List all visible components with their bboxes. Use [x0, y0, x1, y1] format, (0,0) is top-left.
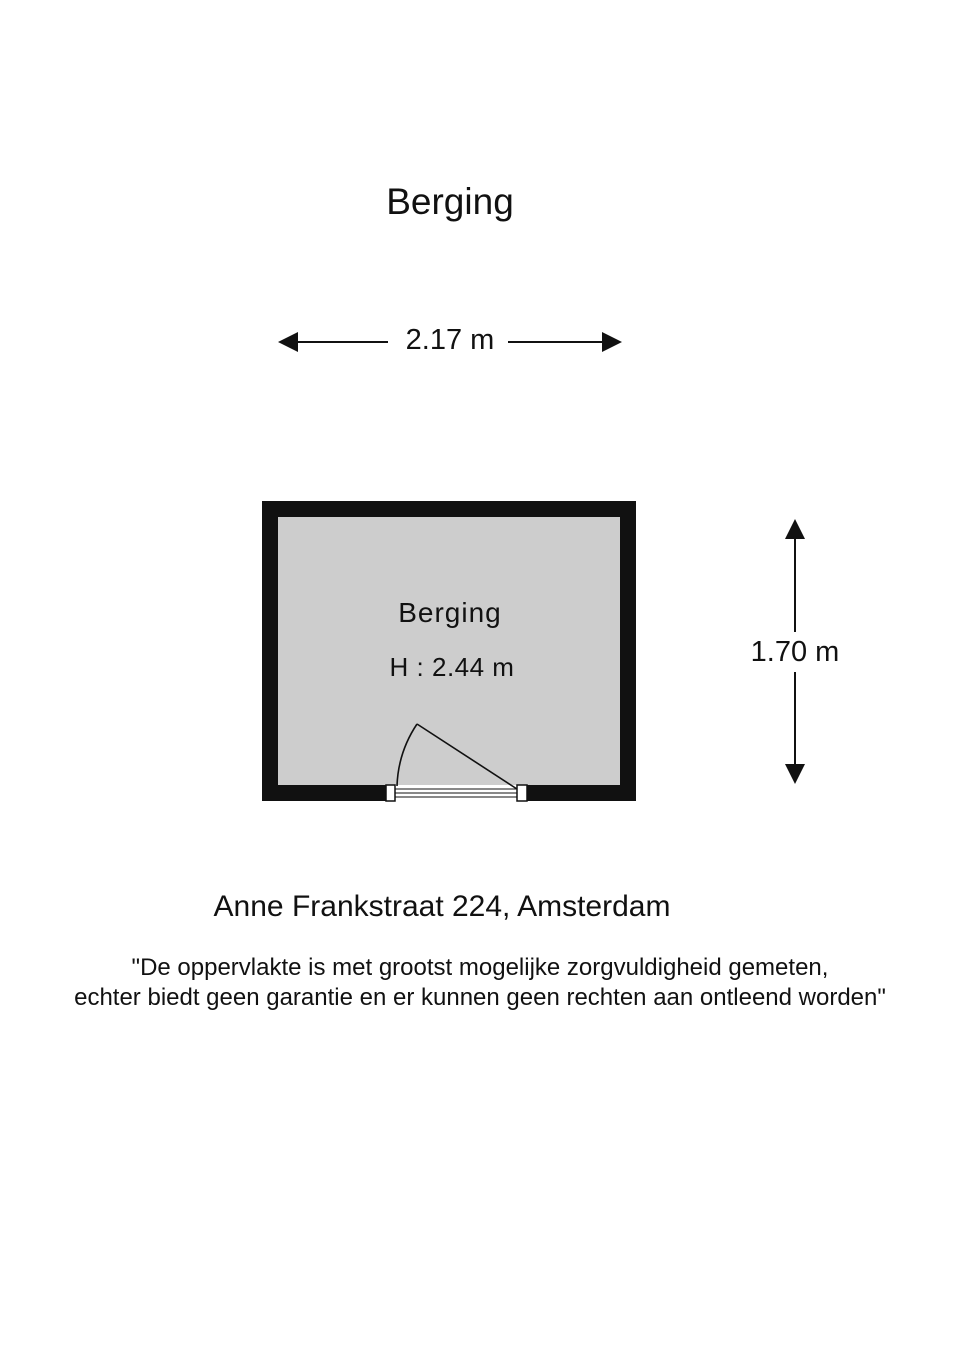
disclaimer-line-2: echter biedt geen garantie en er kunnen geen rechten aan ontleend worden" — [74, 984, 886, 1011]
address-label: Anne Frankstraat 224, Amsterdam — [213, 890, 671, 923]
width-dimension-label: 2.17 m — [405, 324, 495, 356]
door-jamb-left — [386, 785, 395, 801]
depth-dimension-label: 1.70 m — [750, 636, 840, 668]
disclaimer — [0, 953, 960, 1013]
room-height-label: H : 2.44 m — [389, 652, 515, 682]
door-jamb-right — [517, 785, 527, 801]
page-title: Berging — [386, 181, 514, 222]
disclaimer-line-1: "De oppervlakte is met grootst mogelijke zorgvuldigheid gemeten, — [131, 954, 829, 981]
room-name-label: Berging — [398, 597, 502, 628]
